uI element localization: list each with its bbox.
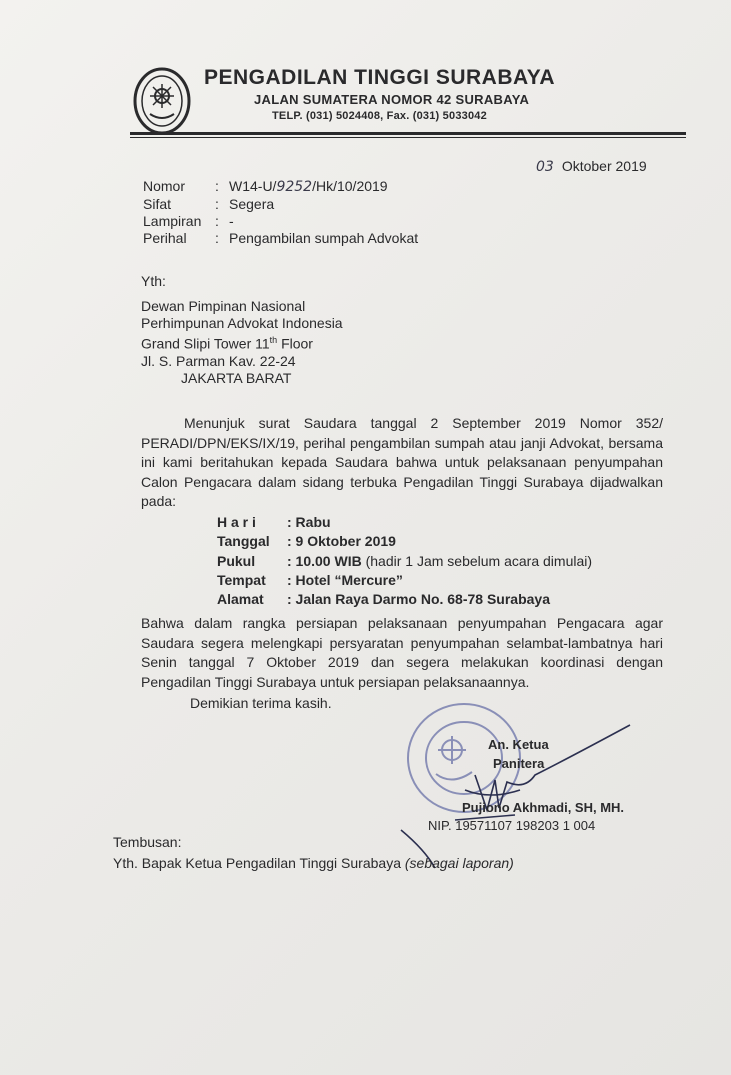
body-paragraph-2: Bahwa dalam rangka persiapan pelaksanaan penyumpahan Pengacara agar Saudara segera melengkapi persyaratan penyumpahan selambat-lambatnya hari Senin tanggal 7 Oktober 2019 dan segera melakukan koordinasi dengan Pengadilan Tinggi Surabaya untuk persiapan pelaksanaannya. [141,615,663,690]
schedule-label: Tempat [217,571,266,588]
signature-role: Panitera [493,756,545,771]
letterhead-rule-thick [130,132,686,135]
meta-row-nomor [143,178,418,196]
nomor-handwritten: 9252 [276,179,313,195]
meta-row-sifat [143,196,418,213]
recipient-line [141,332,343,353]
colon: : [215,213,219,229]
nomor-prefix: W14-U/ [229,178,277,194]
body-paragraph-1: Menunjuk surat Saudara tanggal 2 September 2019 Nomor 352/ PERADI/DPN/EKS/IX/19, perihal pengambilan sumpah atau janji Advokat, bersama ini kami beritahukan kepada Saudara bahwa untuk pelaksanaan penyumpahan Calon Pengacara dalam sidang terbuka Pengadilan Tinggi Surabaya dijadwalkan pada: [141,415,663,509]
sifat-value: Segera [229,196,275,212]
date-day-handwritten: 03 [536,159,554,175]
tembusan-label: Tembusan: [113,834,182,850]
recipient-line-sup: th [269,335,278,345]
sifat-label: Sifat [143,196,172,212]
nomor-label: Nomor [143,178,186,194]
schedule-row [217,532,592,551]
lampiran-value: - [229,213,234,229]
meta-row-perihal [143,230,418,247]
schedule-row [217,513,592,532]
signature-name: Pujiono Akhmadi, SH, MH. [462,800,625,815]
recipient-block [141,273,343,387]
recipient-line: Dewan Pimpinan Nasional [141,298,306,314]
schedule-label: Tanggal [217,533,270,550]
schedule-row [217,590,592,609]
schedule-value: : 10.00 WIB [287,552,362,569]
schedule-value: : Jalan Raya Darmo No. 68-78 Surabaya [287,591,551,608]
closing-text: Demikian terima kasih. [190,695,332,711]
letterhead-rule-thin [130,137,686,138]
schedule-label: H a r i [217,514,256,530]
colon: : [215,196,219,212]
tembusan-recipient: Yth. Bapak Ketua Pengadilan Tinggi Surabaya [113,855,405,871]
court-phone: TELP. (031) 5024408, Fax. (031) 5033042 [272,110,487,122]
schedule-row [217,571,592,590]
perihal-label: Perihal [143,230,187,246]
nomor-value [229,178,388,196]
schedule-table [217,513,592,609]
letter-date [536,158,647,175]
lampiran-label: Lampiran [143,213,202,229]
date-month-year: Oktober 2019 [561,158,647,174]
signature-nip: NIP. 19571107 198203 1 004 [428,818,596,833]
court-seal-logo [132,66,192,136]
court-address: JALAN SUMATERA NOMOR 42 SURABAYA [254,92,530,107]
recipient-line-text: Floor [277,335,313,352]
tembusan-line [113,855,514,871]
tembusan-note: (sebagai laporan) [404,855,514,871]
recipient-line-text: Grand Slipi Tower 11 [141,335,270,352]
salutation: Yth: [141,273,166,289]
recipient-line: Perhimpunan Advokat Indonesia [141,315,343,331]
recipient-line: Jl. S. Parman Kav. 22-24 [141,352,296,369]
schedule-label: Pukul [217,552,256,569]
recipient-city: JAKARTA BARAT [181,369,292,386]
colon: : [215,178,219,194]
schedule-row [217,552,592,571]
court-name: PENGADILAN TINGGI SURABAYA [204,66,555,89]
signature-an: An. Ketua [488,737,549,752]
schedule-label: Alamat [217,591,264,608]
perihal-value: Pengambilan sumpah Advokat [229,230,419,246]
colon: : [215,230,219,246]
meta-row-lampiran [143,213,418,230]
nomor-suffix: /Hk/10/2019 [312,178,388,194]
schedule-value: : Rabu [287,514,331,530]
schedule-note: (hadir 1 Jam sebelum acara dimulai) [361,552,593,569]
letter-meta [143,178,418,247]
schedule-value: : 9 Oktober 2019 [287,533,396,550]
schedule-value: : Hotel “Mercure” [287,571,403,588]
